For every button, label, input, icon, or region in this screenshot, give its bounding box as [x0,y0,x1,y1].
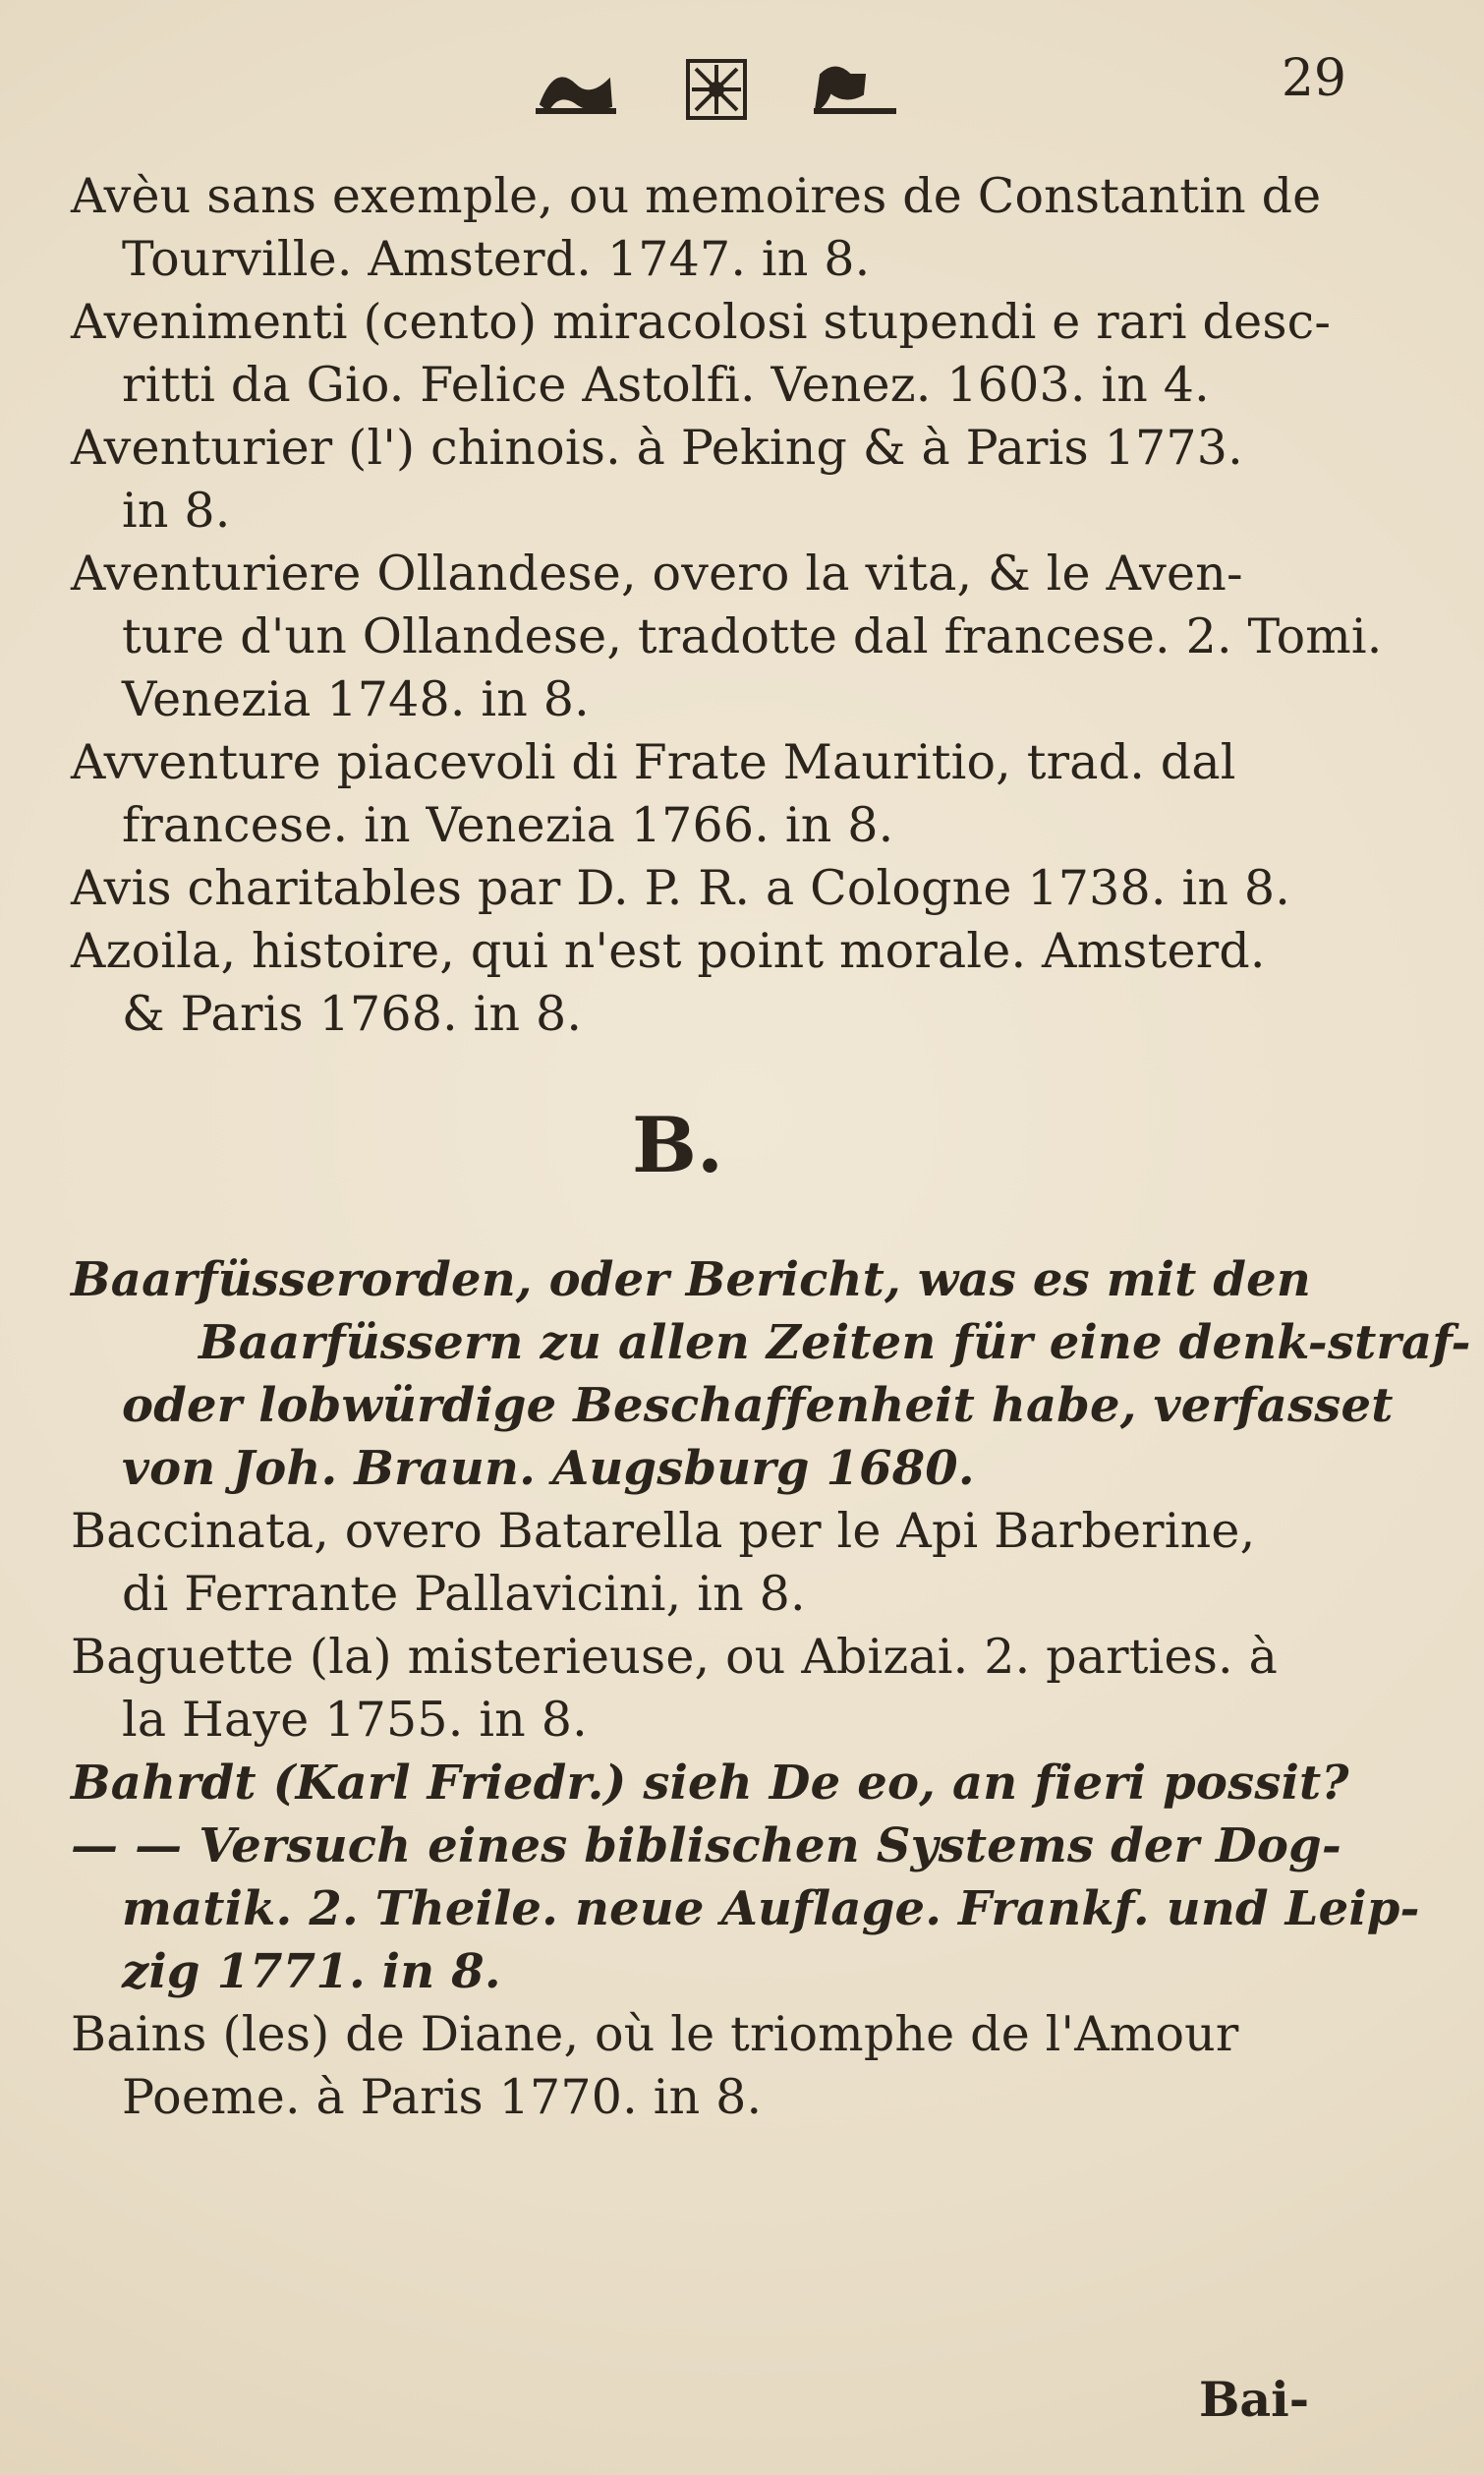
entry-line: ritti da Gio. Felice Astolfi. Venez. 1603. in 4. [122,357,1210,413]
entry-aventuriere [71,543,1383,731]
entry-line: Bahrdt (Karl Friedr.) sieh De eo, an fieri possit? [71,1756,1349,1811]
entry-line: Avis charitables par D. P. R. a Cologne 1738. in 8. [71,860,1291,916]
entry-bains [71,2003,1368,2129]
page-number: 29 [1281,49,1346,108]
entry-avis [71,857,1368,920]
entry-line: Baarfüsserorden, oder Bericht, was es mit den [71,1252,1312,1307]
entry-line: oder lobwürdige Beschaffenheit habe, verfasset [122,1378,1394,1433]
entry-bahrdt-versuch [71,1814,1420,2003]
entry-line: matik. 2. Theile. neue Auflage. Frankf. und Leip- [122,1881,1420,1936]
entry-line: Avventure piacevoli di Frate Mauritio, trad. dal [71,734,1236,790]
entry-line: Azoila, histoire, qui n'est point morale. Amsterd. [71,923,1266,979]
entry-line: Avèu sans exemple, ou memoires de Constantin de [71,168,1322,224]
entry-line: Venezia 1748. in 8. [122,671,590,727]
entry-line: Baguette (la) misterieuse, ou Abizai. 2. parties. à [71,1629,1279,1685]
entry-line: Bains (les) de Diane, où le triomphe de l'Amour [71,2006,1239,2062]
entry-line: von Joh. Braun. Augsburg 1680. [122,1441,975,1496]
entry-line: Aventuriere Ollandese, overo la vita, & le Aven- [71,546,1243,602]
entry-line: zig 1771. in 8. [122,1944,501,1999]
entry-aventurier [71,417,1368,543]
entry-aveu [71,165,1368,291]
entry-line: Baarfüssern zu allen Zeiten für eine denk-straf- [199,1315,1471,1370]
entry-baccinata [71,1500,1368,1626]
entry-avenimenti [71,291,1368,417]
entry-line: in 8. [122,483,231,539]
printer-ornament-icon [531,55,904,124]
entry-baarfuesserorden [71,1248,1471,1500]
catalogue-entries [71,165,1471,2129]
section-heading: B. [631,1101,724,1190]
entry-line: Avenimenti (cento) miracolosi stupendi e rari desc- [71,294,1332,350]
entry-azoila [71,920,1368,1046]
entry-line: Aventurier (l') chinois. à Peking & à Paris 1773. [71,420,1243,476]
entry-avventure [71,731,1368,857]
catchword: Bai- [1199,2371,1310,2428]
entry-bahrdt [71,1752,1368,1814]
entry-line: & Paris 1768. in 8. [122,986,583,1042]
page-header [0,47,1484,136]
entry-line: Tourville. Amsterd. 1747. in 8. [122,231,871,287]
entry-line: ture d'un Ollandese, tradotte dal francese. 2. Tomi. [122,608,1383,664]
entry-line: la Haye 1755. in 8. [122,1692,588,1748]
entry-baguette [71,1626,1368,1752]
entry-line: Poeme. à Paris 1770. in 8. [122,2069,763,2125]
entry-line: di Ferrante Pallavicini, in 8. [122,1566,806,1622]
entry-line: francese. in Venezia 1766. in 8. [122,797,894,853]
entry-line: — — Versuch eines biblischen Systems der Dog- [71,1818,1341,1873]
entry-line: Baccinata, overo Batarella per le Api Barberine, [71,1503,1256,1559]
